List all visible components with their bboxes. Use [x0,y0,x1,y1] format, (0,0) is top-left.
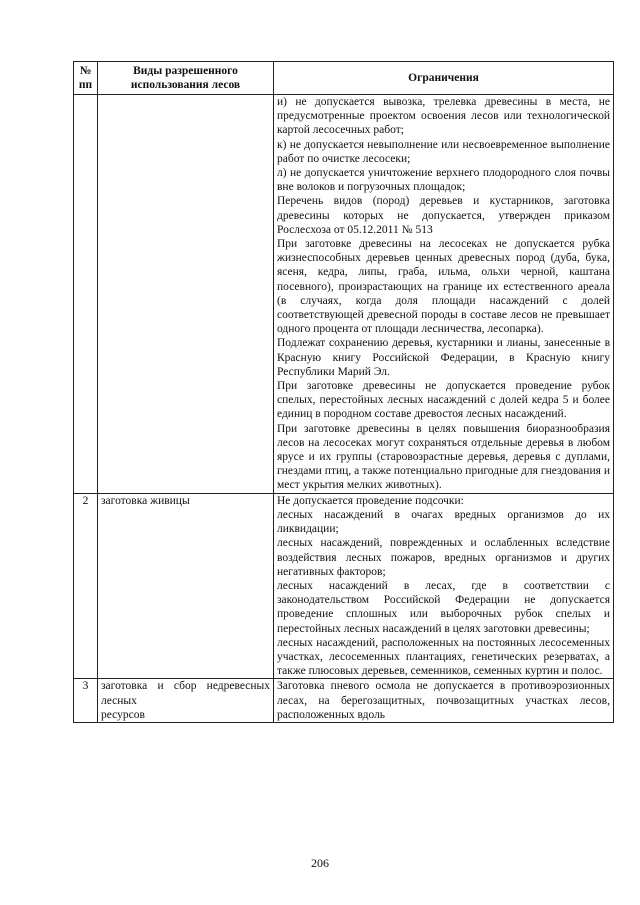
table-row [74,493,614,679]
header-limits: Ограничения [274,62,614,95]
row-type [98,679,274,723]
limit-paragraph: л) не допускается уничтожение верхнего плодородного слоя почвы вне волоков и погрузочных площадок; [277,167,610,194]
table-row [74,95,614,494]
row-limits [274,679,614,723]
limit-paragraph: и) не допускается вывозка, трелевка древесины в места, не предусмотренные проектом освоения лесов или технологической картой лесосечных работ; [277,96,610,137]
table-header-row [74,62,614,95]
limit-paragraph: Не допускается проведение подсочки: [277,494,464,507]
limit-paragraph: лесных насаждений, расположенных на постоянных лесосеменных участках, лесосеменных плантациях, генетических резерватах, а также плюсовых деревьев, семенников, семенных куртин и полос. [277,636,610,678]
limit-paragraph: При заготовке древесины в целях повышения биоразнообразия лесов на лесосеках могут сохраняться отдельные деревья в любом ярусе и их группы (старовозрастные деревья, деревья с дуплами, гнездами птиц, а также потенциально пригодные для гнездования и мест укрытия мелких животных). [277,422,610,492]
limit-paragraph: лесных насаждений в лесах, где в соответствии с законодательством Российской Федерации не допускается проведение сплошных или выборочных рубок спелых и перестойных лесных насаждений в целях заготовки древесины; [277,579,610,635]
limit-paragraph: Подлежат сохранению деревья, кустарники и лианы, занесенные в Красную книгу Российской Федерации, в Красную книгу Республики Марий Эл. [277,337,610,378]
page-number: 206 [311,856,329,870]
limit-paragraph: При заготовке древесины на лесосеках не допускается рубка жизнеспособных деревьев ценных древесных пород (дуба, бука, ясеня, кедра, липы, граба, ильма, ольхи черной, каштана посевного), произрастающих на границе их естественного ареала (в случаях, когда доля площади насаждений с долей соответствующей древесной породы в составе лесов не превышает одного процента от площади лесничества, лесопарка). [277,238,610,336]
row-type: заготовка живицы [98,493,274,679]
limit-paragraph: Заготовка пневого осмола не допускается в противоэрозионных лесах, на берегозащитных, почвозащитных участках лесов, расположенных вдоль [277,680,610,721]
header-num: № пп [74,62,98,95]
limit-paragraph: При заготовке древесины не допускается проведение рубок спелых, перестойных лесных насаждений с долей кедра 5 и более единиц в породном составе древостоя лесных насаждений. [277,380,610,421]
row-num [74,95,98,494]
row-type-line: ресурсов [101,708,145,721]
limit-paragraph: лесных насаждений, поврежденных и ослабленных вследствие воздействия лесных пожаров, вредных организмов и других негативных факторов; [277,537,610,578]
row-num: 2 [74,493,98,679]
row-limits [274,493,614,679]
row-num: 3 [74,679,98,723]
header-types: Виды разрешенного использования лесов [98,62,274,95]
table-row [74,679,614,723]
limit-paragraph: к) не допускается невыполнение или несвоевременное выполнение работ по очистке лесосеки; [277,138,610,165]
restrictions-table [73,61,614,723]
limit-paragraph: лесных насаждений в очагах вредных организмов до их ликвидации; [277,508,610,536]
limit-paragraph: Перечень видов (пород) деревьев и кустарников, заготовка древесины которых не допускается, утвержден приказом Рослесхоза от 05.12.2011 № 513 [277,195,610,236]
row-type-line: заготовка и сбор недревесных лесных [101,680,270,707]
row-type [98,95,274,494]
row-limits [274,95,614,494]
